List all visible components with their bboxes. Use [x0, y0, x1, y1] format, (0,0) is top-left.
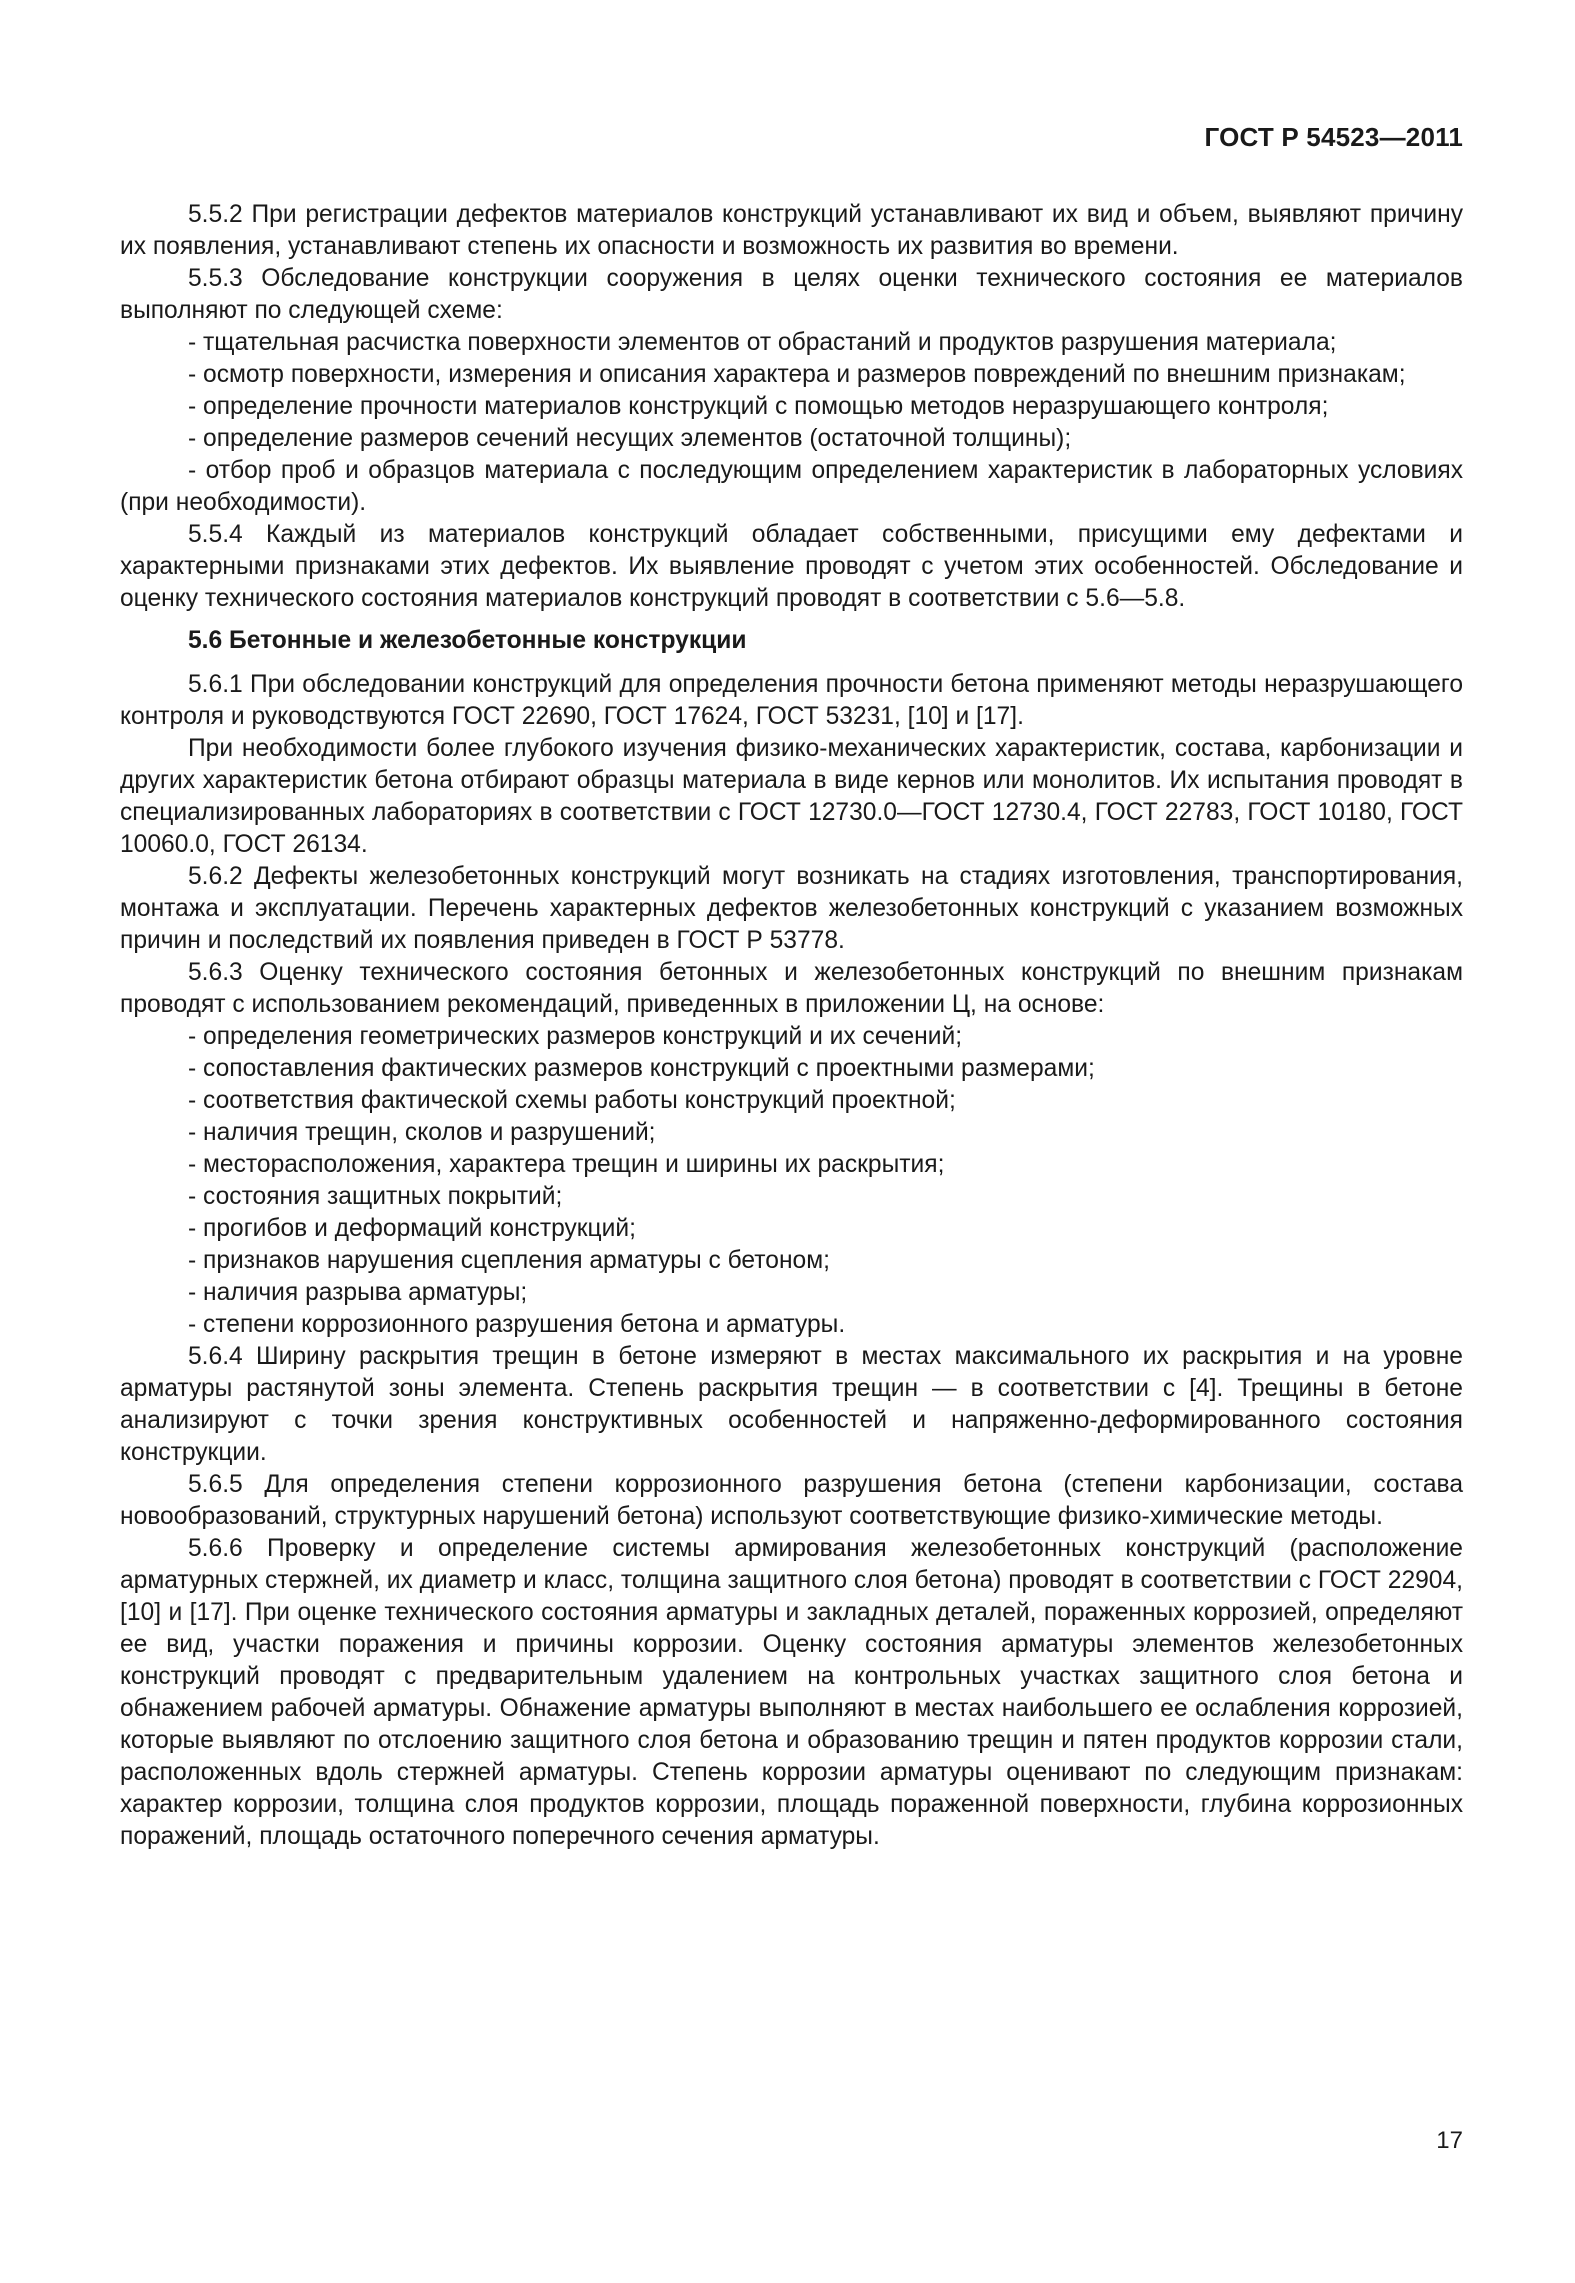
list-item: - тщательная расчистка поверхности элементов от обрастаний и продуктов разрушения материала;: [188, 329, 1337, 356]
document-page: [120, 0, 1463, 2283]
paragraph-5-6-4: 5.6.4 Ширину раскрытия трещин в бетоне измеряют в местах максимального их раскрытия и на уровне арматуры растянутой зоны элемента. Степень раскрытия трещин — в соответствии с [4]. Трещины в бетоне анализируют с точки зрения конструктивных особенностей и напряженно-деформированного состояния конструкции.: [120, 1343, 1463, 1466]
document-body: [120, 199, 1463, 1853]
list-item: - отбор проб и образцов материала с последующим определением характеристик в лабораторных условиях (при необходимости).: [120, 457, 1463, 516]
list-item: - наличия трещин, сколов и разрушений;: [188, 1119, 656, 1146]
paragraph-5-6-5: 5.6.5 Для определения степени коррозионного разрушения бетона (степени карбонизации, состава новообразований, структурных нарушений бетона) используют соответствующие физико-химические методы.: [120, 1471, 1463, 1530]
list-item: - наличия разрыва арматуры;: [188, 1279, 528, 1306]
list-item: - сопоставления фактических размеров конструкций с проектными размерами;: [188, 1055, 1095, 1082]
paragraph-5-6-1: 5.6.1 При обследовании конструкций для определения прочности бетона применяют методы неразрушающего контроля и руководствуются ГОСТ 22690, ГОСТ 17624, ГОСТ 53231, [10] и [17].: [120, 671, 1463, 730]
section-heading-5-6: 5.6 Бетонные и железобетонные конструкции: [188, 627, 747, 654]
paragraph-5-6-2: 5.6.2 Дефекты железобетонных конструкций могут возникать на стадиях изготовления, транспортирования, монтажа и эксплуатации. Перечень характерных дефектов железобетонных конструкций с указанием возможных причин и последствий их появления приведен в ГОСТ Р 53778.: [120, 863, 1463, 954]
paragraph-5-6-6: 5.6.6 Проверку и определение системы армирования железобетонных конструкций (расположение арматурных стержней, их диаметр и класс, толщина защитного слоя бетона) проводят в соответствии с ГОСТ 22904, [10] и [17]. При оценке технического состояния арматуры и закладных деталей, пораженных коррозией, определяют ее вид, участки поражения и причины коррозии. Оценку состояния арматуры элементов железобетонных конструкций проводят с предварительным удалением на контрольных участках защитного слоя бетона и обнажением рабочей арматуры. Обнажение арматуры выполняют в местах наибольшего ее ослабления коррозией, которые выявляют по отслоению защитного слоя бетона и образованию трещин и пятен продуктов коррозии стали, расположенных вдоль стержней арматуры. Степень коррозии арматуры оценивают по следующим признакам: характер коррозии, толщина слоя продуктов коррозии, площадь пораженной поверхности, глубина коррозионных поражений, площадь остаточного поперечного сечения арматуры.: [120, 1535, 1463, 1850]
list-item: - прогибов и деформаций конструкций;: [188, 1215, 636, 1242]
list-item: - признаков нарушения сцепления арматуры с бетоном;: [188, 1247, 830, 1274]
list-item: - определение прочности материалов конструкций с помощью методов неразрушающего контроля;: [188, 393, 1329, 420]
list-item: - месторасположения, характера трещин и ширины их раскрытия;: [188, 1151, 945, 1178]
paragraph-5-6-1-continued: При необходимости более глубокого изучения физико-механических характеристик, состава, карбонизации и других характеристик бетона отбирают образцы материала в виде кернов или монолитов. Их испытания проводят в специализированных лабораториях в соответствии с ГОСТ 12730.0—ГОСТ 12730.4, ГОСТ 22783, ГОСТ 10180, ГОСТ 10060.0, ГОСТ 26134.: [120, 735, 1463, 858]
paragraph-5-5-4: 5.5.4 Каждый из материалов конструкций обладает собственными, присущими ему дефектами и характерными признаками этих дефектов. Их выявление проводят с учетом этих особенностей. Обследование и оценку технического состояния материалов конструкций проводят в соответствии с 5.6—5.8.: [120, 521, 1463, 612]
list-item: - осмотр поверхности, измерения и описания характера и размеров повреждений по внешним признакам;: [188, 361, 1406, 388]
page-number: 17: [1436, 2127, 1463, 2154]
paragraph-5-5-3: 5.5.3 Обследование конструкции сооружения в целях оценки технического состояния ее материалов выполняют по следующей схеме:: [120, 265, 1463, 324]
document-code-header: ГОСТ Р 54523—2011: [1204, 122, 1463, 152]
paragraph-5-5-2: 5.5.2 При регистрации дефектов материалов конструкций устанавливают их вид и объем, выявляют причину их появления, устанавливают степень их опасности и возможность их развития во времени.: [120, 201, 1463, 260]
list-item: - определения геометрических размеров конструкций и их сечений;: [188, 1023, 963, 1050]
list-item: - определение размеров сечений несущих элементов (остаточной толщины);: [188, 425, 1072, 452]
list-item: - степени коррозионного разрушения бетона и арматуры.: [188, 1311, 846, 1338]
paragraph-5-6-3: 5.6.3 Оценку технического состояния бетонных и железобетонных конструкций по внешним признакам проводят с использованием рекомендаций, приведенных в приложении Ц, на основе:: [120, 959, 1463, 1018]
list-item: - соответствия фактической схемы работы конструкций проектной;: [188, 1087, 956, 1114]
list-item: - состояния защитных покрытий;: [188, 1183, 563, 1210]
